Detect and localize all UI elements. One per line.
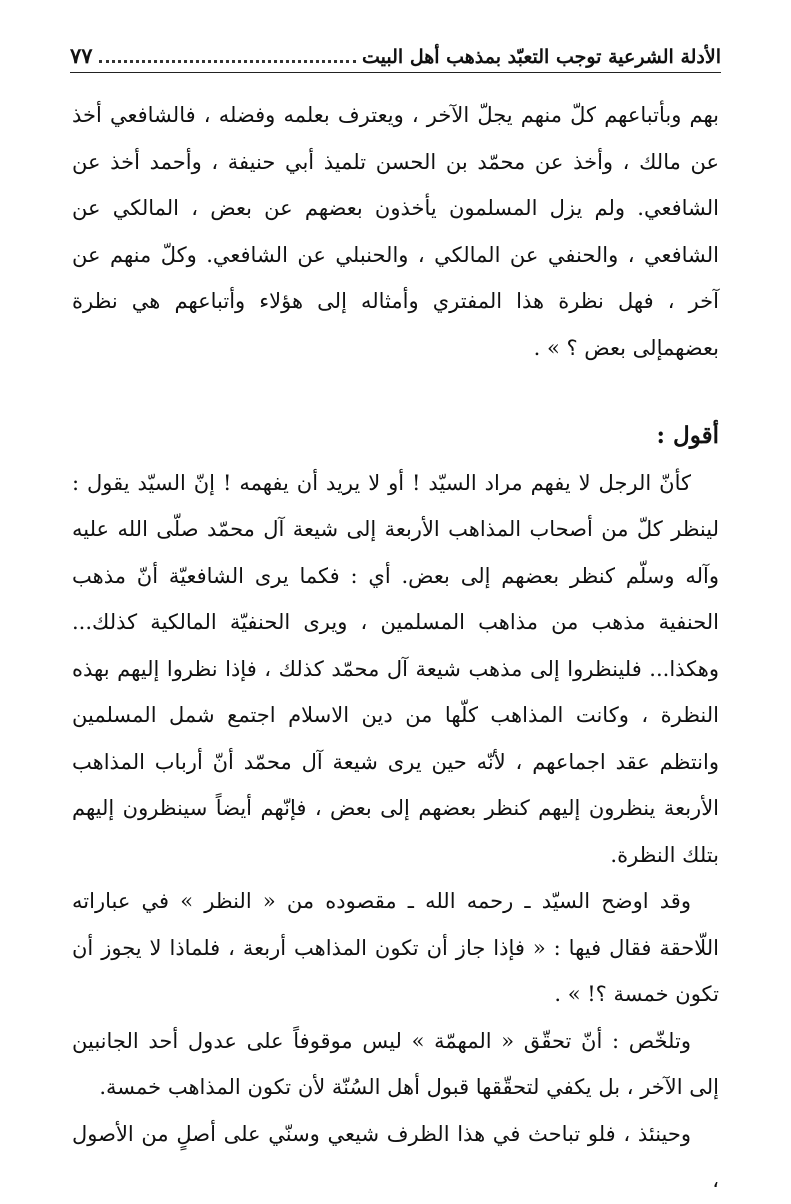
paragraph-clarification: وقد اوضح السيّد ـ رحمه الله ـ مقصوده من « النظر » في عباراته اللّاحقة فقال فيها : « فإذا جاز أن تكون المذاهب أربعة ، فلماذا لا يجوز أن تكون خمسة ؟! » . — [72, 889, 719, 1006]
paragraph-response: كأنّ الرجل لا يفهم مراد السيّد ! أو لا يريد أن يفهمه ! إنّ السيّد يقول : لينظر كلّ من أصحاب المذاهب الأربعة إلى شيعة آل محمّد صلّى الله عليه وآله وسلّم كنظر بعضهم إلى بعض. أي : فكما يرى الشافعيّة أنّ مذهب الحنفية مذهب من مذاهب المسلمين ، ويرى الحنفيّة المالكية كذلك... وهكذا... فلينظروا إلى مذهب شيعة آل محمّد كذلك ، فإذا نظروا إليهم بهذه النظرة ، وكانت المذاهب كلّها من دين الاسلام اجتمع شمل المسلمين وانتظم عقد اجماعهم ، لأنّه حين يرى شيعة آل محمّد أنّ أرباب المذاهب الأربعة ينظرون إليهم كنظر بعضهم إلى بعض ، فإنّهم أيضاً سينظرون إليهم بتلك النظرة. — [72, 470, 720, 867]
paragraph-quote-continuation: بهم وبأتباعهم كلّ منهم يجلّ الآخر ، ويعترف بعلمه وفضله ، فالشافعي أخذ عن مالك ، وأخذ عن محمّد بن الحسن تلميذ أبي حنيفة ، وأحمد أخذ عن الشافعي. ولم يزل المسلمون يأخذون بعضهم عن بعض ، المالكي عن الشافعي ، والحنفي عن المالكي ، والحنبلي عن الشافعي. وكلّ منهم عن آخر ، فهل نظرة هذا المفتري وأمثاله إلى هؤلاء وأتباعهم هي نظرة بعضهمإلى بعض ؟ » . — [72, 103, 719, 360]
paragraph-summary: وتلخّص : أنّ تحقّق « المهمّة » ليس موقوفاً على عدول أحد الجانبين إلى الآخر ، بل يكفي لتحقّقها قبول أهل السُنّة لأن تكون المذاهب خمسة. — [72, 1028, 719, 1099]
running-header — [70, 32, 721, 68]
header-divider — [70, 72, 721, 73]
section-spacer — [72, 371, 719, 413]
page-body — [72, 92, 719, 1204]
section-heading: أقول : — [656, 422, 719, 449]
paragraph-continuation: وحينئذ ، فلو تباحث في هذا الظرف شيعي وسنّي على أصلٍ من الأصول ، — [72, 1121, 719, 1192]
header-dot-leader — [99, 60, 356, 63]
running-header-title: الأدلة الشرعية توجب التعبّد بمذهب أهل البيت — [362, 46, 721, 68]
page-number: ٧٧ — [70, 43, 93, 68]
